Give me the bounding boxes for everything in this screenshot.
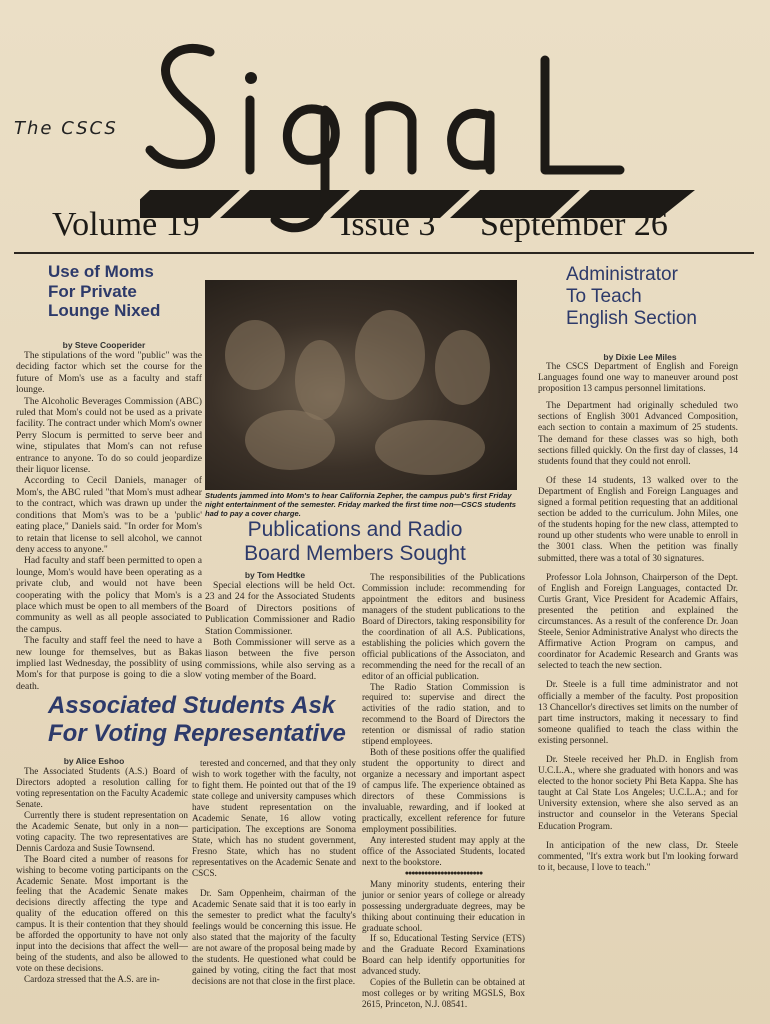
admin-headline-line: English Section [566, 308, 697, 329]
publications-paragraph: Both of these positions offer the qualified student the opportunity to direct and organize a necessary and important aspect of campus life. The experience obtained as directors of these Commissions is invaluable, rewarding, and if looked at practically, excellent reference for future employment possibilities. [362, 747, 525, 834]
publications-paragraph: Any interested student may apply at the office of the Associated Students, located next to the bookstore. [362, 834, 525, 867]
publications-paragraph: Many minority students, entering their junior or senior years of college or already possessing undergraduate degrees, may be thiking about continuing their education in graduate school. [362, 878, 525, 933]
voting-paragraph: The Associated Students (A.S.) Board of Directors adopted a resolution calling for voting representation on the Faculty Academic Senate. [16, 766, 188, 809]
admin-paragraph: The Department had originally scheduled two sections of English 3001 Advanced Composition, each section to contain a maximum of 25 students. The demand for these classes was so high, both sections filled quickly. On the first day of classes, 14 students found that they could not enroll. [538, 401, 738, 467]
voting-col1 [16, 766, 188, 985]
publications-paragraph: The Radio Station Commission is required to: supervise and direct the activities of the radio station, and to recommend to the Board of Directors the retention or dismissal of radio station stipend employees. [362, 681, 525, 747]
crowd-photo [205, 280, 517, 490]
admin-headline-line: To Teach [566, 286, 642, 307]
publications-paragraph: Copies of the Bulletin can be obtained at most colleges or by writing MGSLS, Box 2615, Princeton, N.J. 08541. [362, 977, 525, 1010]
voting-paragraph: The Board cited a number of reasons for wishing to become voting participants on the Academic Senate. Most important is the feeling that the Academic Senate makes decisions directly affecting the type and quality of the education offered on this campus. It is their contention that they should be afforded the opportunity to have not only input into the decisions that affect the well—being of the students, and also be allowed to vote on these decisions. [16, 853, 188, 974]
voting-headline-line: Associated Students Ask [48, 692, 336, 719]
admin-paragraph: In anticipation of the new class, Dr. Steele commented, "It's extra work but I'm looking forward to it, because, I love to teach." [538, 840, 738, 873]
photo-figure [225, 320, 285, 390]
admin-paragraph: The CSCS Department of English and Foreign Languages found one way to maneuver around post proposition 13 campus personnel limitations. [538, 362, 738, 395]
publications-paragraph: If so, Educational Testing Service (ETS) and the Graduate Record Examinations Board can help identify opportunities for advanced study. [362, 933, 525, 977]
publications-byline: by Tom Hedtke [244, 570, 306, 580]
masthead-rule [14, 252, 754, 254]
voting-col2 [192, 758, 356, 987]
moms-headline-line: Use of Moms [48, 262, 154, 281]
publications-headline-line: Publications and Radio [247, 518, 463, 541]
admin-paragraph: Dr. Steele is a full time administrator and not officially a member of the faculty. Post proposition 13 Chancellor's directives set limits on the number of part time instructors, making it necessary to find someone qualified to teach the class within the existing personnel. [538, 680, 738, 746]
voting-paragraph: Currently there is student representation on the Academic Senate, but only in a non—voting capacity. The two representatives are Dennis Cardoza and Susie Townsend. [16, 809, 188, 853]
publications-col1 [205, 580, 355, 683]
admin-headline [566, 264, 697, 330]
photo-figure [435, 330, 490, 405]
volume-label: Volume 19 [52, 206, 200, 243]
publications-paragraph: The responsibilities of the Publications Commission include: recommending for appointment the editors and business managers of the student publications to the Board of Directors, taking responsibility for the coordination of all A.S. Publications, establishing the policies which govern the official publications of the Associaton, and recommending the need for the recall of an editor of an official publication. [362, 572, 525, 681]
voting-paragraph: Dr. Sam Oppenheim, chairman of the Academic Senate said that it is too early in the semester to predict what the faculty's feelings would be concerning this issue. He also stated that the majority of the faculty are not aware of the proposal being made by the students. He questioned what could be gained by voting, citing the fact that most decisions are not that close in the first place. [192, 888, 356, 987]
voting-paragraph: Cardoza stressed that the A.S. are in- [24, 974, 160, 985]
photo-figure [375, 420, 485, 475]
photo-figure [245, 410, 335, 470]
photo-figure [355, 310, 425, 400]
moms-headline [48, 262, 160, 321]
publications-paragraph: Special elections will be held Oct. 23 and 24 for the Associated Students Board of Directors positions of Publication Commissioner and Radio Station Commissioner. [205, 580, 355, 637]
moms-paragraph: According to Cecil Daniels, manager of Mom's, the ABC ruled "that Mom's must adhear to the contract, which was drawn up under the conditions that Mom's was to be a 'public' eating place," Daniels said. "In order for Mom's to retain that license to sell alcohol, we cannot deny access to anyone." [16, 475, 202, 555]
voting-headline-line: For Voting Representative [48, 720, 346, 747]
admin-paragraph: Dr. Steele received her Ph.D. in English from U.C.L.A., where she graduated with honors and was elected to the honor society Phi Beta Kappa. She has taught at Cal State Los Angeles; U.C.L.A.; and for University extension, where she also served as an instructor and counselor in the Veterans Special Education Program. [538, 755, 738, 832]
issue-label: Issue 3 [340, 206, 436, 243]
publications-headline [205, 518, 505, 566]
publications-col2 [362, 572, 525, 1010]
masthead-prefix: The CSCS [14, 118, 118, 139]
moms-headline-line: For Private [48, 281, 137, 301]
admin-paragraph: Of these 14 students, 13 walked over to the Department of English and Foreign Languages and signed a formal petition requesting that an additional section be added to the curriculum. John Miles, one of the students hoping for the new class, attempted to round up other students who were unable to enroll in the 3001 class. When the petition was finally submitted, there was a total of 30 signatures. [538, 475, 738, 564]
publications-paragraph: Both Commissioner will serve as a liason between the five person commissions, while also serving as a voting member of the Board. [205, 637, 355, 683]
admin-paragraph: Professor Lola Johnson, Chairperson of the Dept. of English and Foreign Languages, contacted Dr. Curtis Grant, Vice President for Academic Affairs, presented the petition and explained the circumstances. As a result of the conference Dr. Joan Steele, Senior Administrative Analyst who directs the Affirmative Action Program on campus, and coordinator for Academic Research and Grants was selected to teach the new section. [538, 572, 738, 672]
moms-headline-line: Lounge Nixed [48, 301, 161, 321]
moms-body [16, 350, 202, 692]
moms-paragraph: The stipulations of the word "public" was the deciding factor which set the course for the future of Mom's use as a faculty and staff lounge. [16, 350, 202, 396]
admin-body [538, 362, 738, 874]
moms-paragraph: Had faculty and staff been permitted to open a lounge, Mom's would have been operating as a private club, and would not have been cooperating with the policy that Mom's is a place which must be open to all members of the community as well as all people associated to the campus. [16, 555, 202, 635]
photo-figure [295, 340, 345, 420]
moms-paragraph: The faculty and staff feel the need to have a new lounge for themselves, but as Bakas implied last Wednesday, the possiblity of using Mom's for that purpose is going to die a slow death. [16, 635, 202, 692]
photo-caption: Students jammed into Mom's to hear California Zepher, the campus pub's first Friday night entertainment of the semester. Friday marked the first time non—CSCS students had to pay a cover charge. [205, 491, 516, 518]
admin-byline: by Dixie Lee Miles [603, 352, 677, 362]
moms-byline: by Steve Cooperider [62, 340, 146, 350]
publications-headline-line: Board Members Sought [244, 542, 466, 566]
section-divider: ●●●●●●●●●●●●●●●●●●●●●●●● [404, 868, 483, 877]
admin-headline-line: Administrator [566, 264, 678, 285]
voting-byline: by Alice Eshoo [63, 756, 125, 766]
voting-headline [48, 692, 346, 748]
issue-date: September 26 [480, 206, 668, 243]
moms-paragraph: The Alcoholic Beverages Commission (ABC) ruled that Mom's could not be used as a private facility. The contract under which Mom's owner Perry Slocum is permitted to serve beer and wine, stipulates that Mom's can not refuse entrance to anyone. To do so could jeopardize their liquor license. [16, 395, 202, 476]
voting-paragraph: terested and concerned, and that they only wish to work together with the faculty, not to fight them. He pointed out that of the 19 state college and university campuses which have student representation on the Academic Senate, 16 allow voting participation. The exceptions are Sonoma State, which has no student government, Fresno State, which has no student representatives on the Academic Senate and CSCS. [192, 758, 356, 878]
